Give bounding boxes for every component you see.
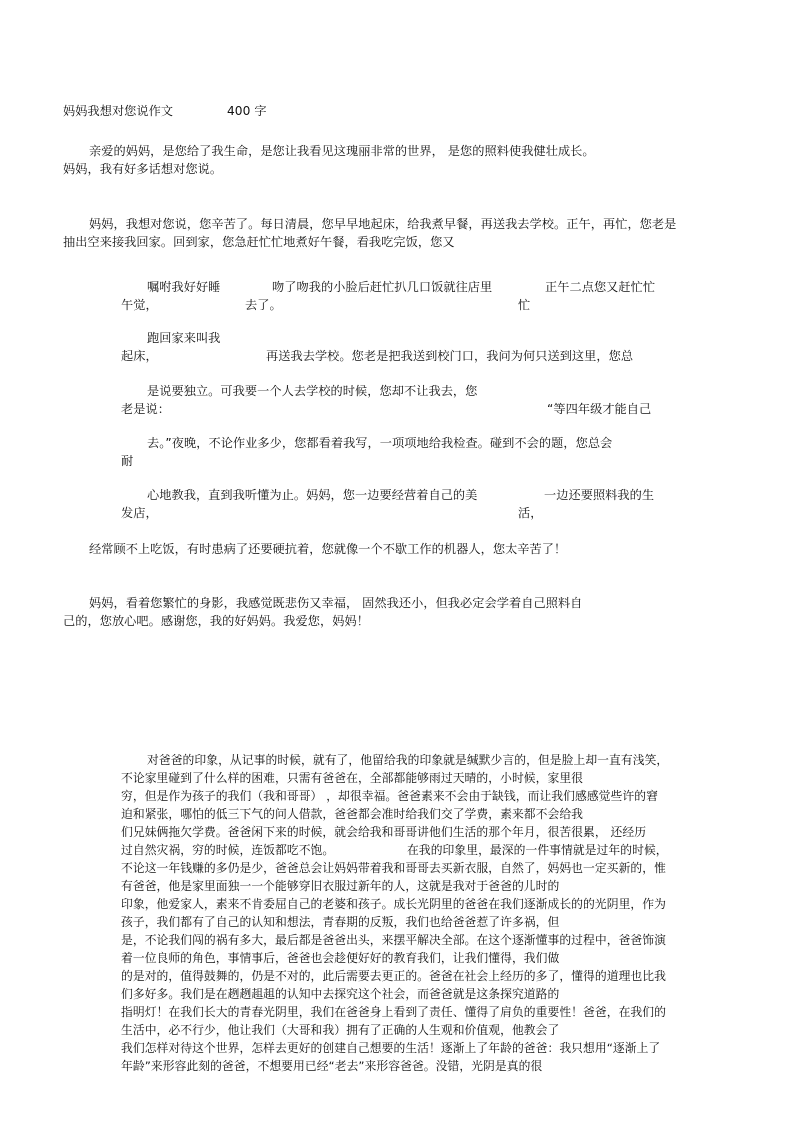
text-line: 指明灯！在我们长大的青春光阴里，我们在爸爸身上看到了责任、懂得了肩负的重要性！爸爸，在我们的 [121,1005,666,1019]
text-line: 不论家里碰到了什么样的困难，只需有爸爸在，全部都能够雨过天晴的，小时候，家里很 [121,771,584,785]
text-line: 心地教我，直到我听懂为止。妈妈，您一边要经营着自己的美 [147,488,478,502]
text-line: 是说要独立。可我要一个人去学校的时候，您却不让我去，您 [147,384,478,398]
text-line: 生活中，必不行少，他让我们（大哥和我）拥有了正确的人生观和价值观，他教会了 [121,1023,560,1037]
text-line: 一边还要照料我的生 [544,488,655,502]
text-line: 妈妈，我想对您说，您辛苦了。每日清晨，您早早地起床，给我煮早餐，再送我去学校。正午，再忙，您老是 [89,217,677,231]
text-line: 迫和紧张，哪怕的低三下气的问人借款，爸爸都会准时给我们交了学费，素来都不会给我 [121,807,584,821]
text-line: 的是对的，值得鼓舞的，仍是不对的，此后需要去更正的。爸爸在社会上经历的多了，懂得的道理也比我 [121,969,666,983]
text-line: 正午二点您又赶忙忙 [545,280,656,294]
text-line: 跑回家来叫我 [147,331,221,345]
text-line: 午觉， [121,298,158,312]
text-line: 在我的印象里，最深的一件事情就是过年的时候， [407,843,668,857]
text-line: 孩子，我们都有了自己的认知和想法，青春期的反叛，我们也给爸爸惹了许多祸，但 [121,915,560,929]
text-line: 经常顾不上吃饭，有时患病了还要硬抗着，您就像一个不歇工作的机器人，您太辛苦了！ [89,542,567,556]
text-line: 再送我去学校。您老是把我送到校门口，我问为何只送到这里，您总 [266,349,634,363]
text-line: 是，不论我们闯的祸有多大，最后都是爸爸出头，来摆平解决全部。在这个逐渐懂事的过程中，爸爸饰演 [121,933,666,947]
text-line: 我们怎样对待这个世界，怎样去更好的创建自己想要的生活！逐渐上了年龄的爸爸：我只想用“逐渐上了 [121,1041,661,1055]
text-line: 有爸爸，他是家里面独一一个能够穿旧衣服过新年的人，这就是我对于爸爸的儿时的 [121,879,560,893]
text-line: 不论这一年钱赚的多仍是少，爸爸总会让妈妈带着我和哥哥去买新衣服，自然了，妈妈也一定买新的，惟 [121,861,666,875]
text-line: 起床， [121,349,158,363]
text-line: 们兄妹俩拖欠学费。爸爸闲下来的时候，就会给我和哥哥讲他们生活的那个年月，很苦很累， 还经历 [121,825,647,839]
text-line: 耐 [121,454,134,468]
text-line: 发店， [121,506,158,520]
text-line: 穷，但是作为孩子的我们（我和哥哥） ，却很幸福。爸爸素来不会由于缺钱，而让我们感感觉些许的窘 [121,789,658,803]
document-title: 妈妈我想对您说作文 [63,104,174,118]
text-line: 年龄”来形容此刻的爸爸，不想要用已经“老去”来形容爸爸。没错，光阴是真的很 [121,1059,543,1073]
text-line: 妈妈，我有好多话想对您说。 [63,162,223,176]
text-line: 嘱咐我好好睡 [147,280,221,294]
text-line: 去。”夜晚，不论作业多少，您都看着我写，一项项地给我检查。碰到不会的题，您总会 [147,436,613,450]
text-line: 过自然灾祸，穷的时候，连饭都吃不饱。 [121,843,335,857]
text-line: 对爸爸的印象，从记事的时候，就有了，他留给我的印象就是缄默少言的，但是脸上却一直有浅笑， [147,753,669,767]
text-line: 老是说： [121,402,170,416]
text-line: 活， [518,506,543,520]
text-line: 着一位良师的角色，事情事后，爸爸也会趁便好好的教育我们，让我们懂得，我们做 [121,951,560,965]
text-line: 印象，他爱家人，素来不肯委屈自己的老婆和孩子。成长光阴里的爸爸在我们逐渐成长的的光阴里，作为 [121,897,666,911]
text-line: 吻了吻我的小脸后赶忙扒几口饭就往店里 [272,280,493,294]
text-line: 亲爱的妈妈，是您给了我生命，是您让我看见这瑰丽非常的世界， 是您的照料使我健壮成长。 [89,144,595,158]
text-line: 们多好多。我们是在趔趔趄趄的认知中去探究这个社会，而爸爸就是这条探究道路的 [121,987,560,1001]
text-line: 妈妈，看着您繁忙的身影，我感觉既悲伤又幸福， 固然我还小，但我必定会学着自己照料自 [89,596,583,610]
title-word-count: 400 字 [227,104,267,118]
text-line: 己的，您放心吧。感谢您，我的好妈妈。我爱您，妈妈！ [63,614,369,628]
text-line: “等四年级才能自己 [547,402,652,416]
text-line: 忙 [518,298,531,312]
text-line: 抽出空来接我回家。回到家，您急赶忙忙地煮好午餐，看我吃完饭，您又 [63,235,455,249]
text-line: 去了。 [245,298,282,312]
